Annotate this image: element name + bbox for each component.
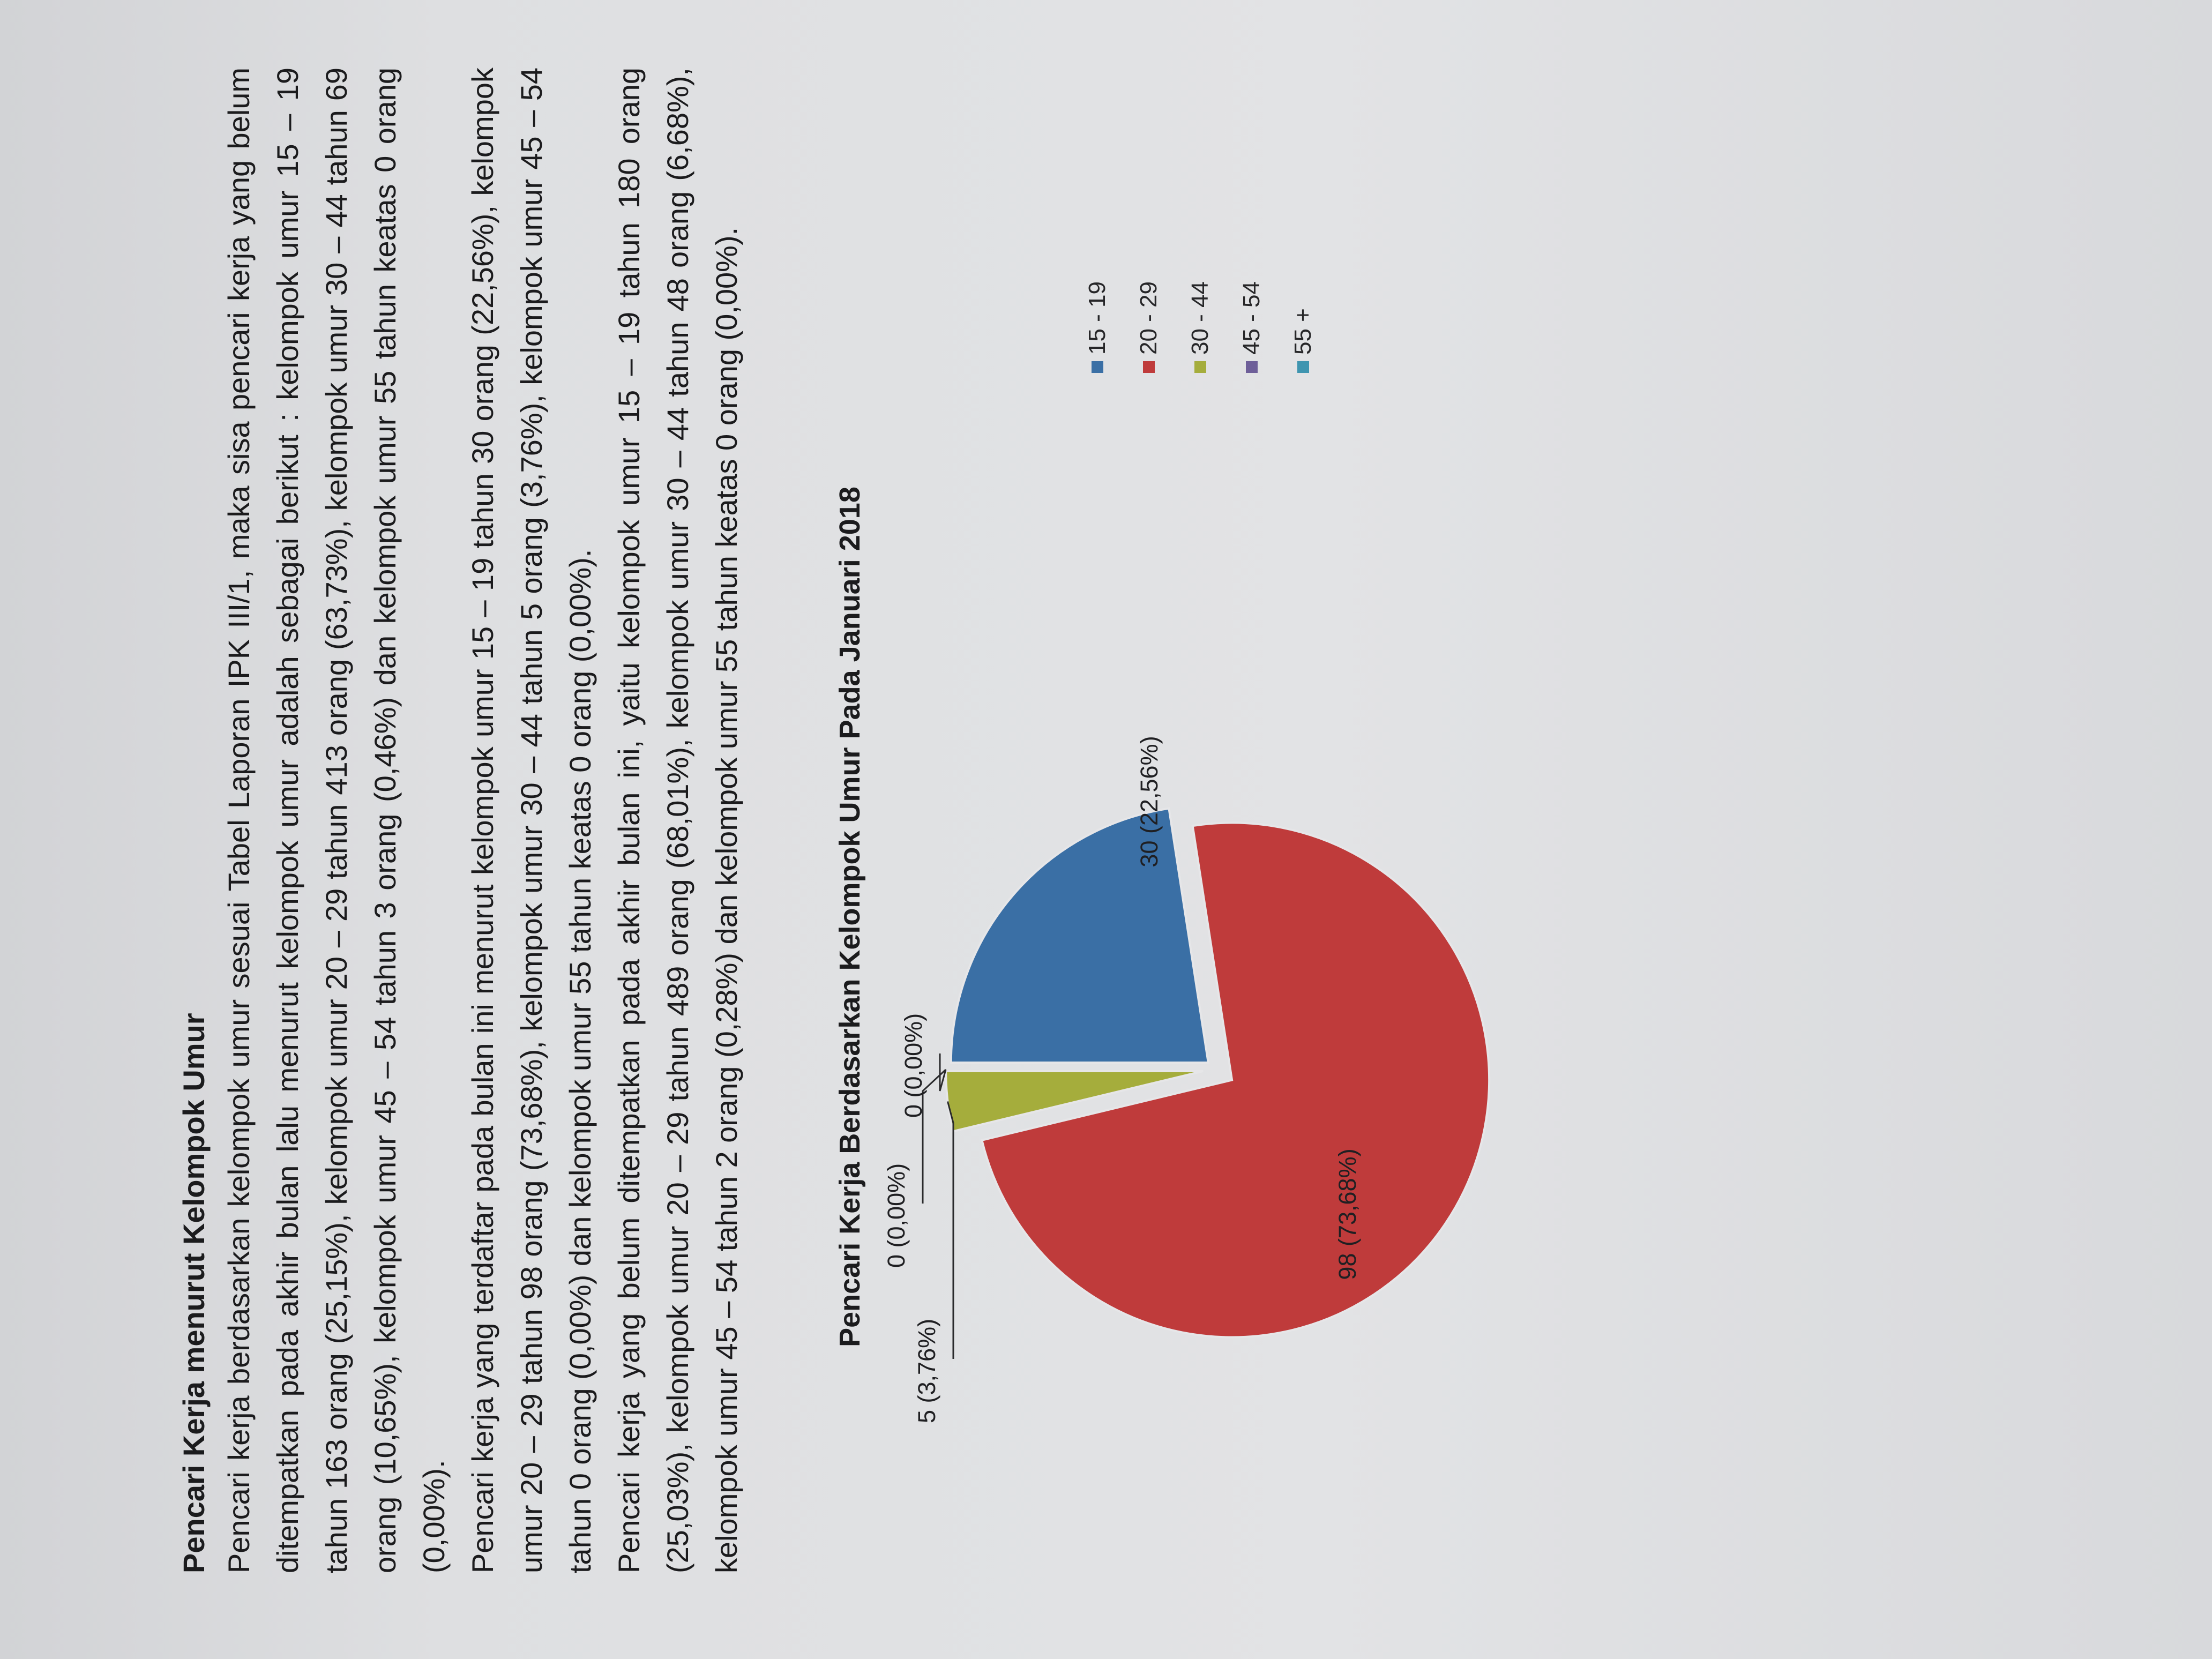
- legend-item-45-54: [1226, 281, 1277, 373]
- legend-swatch-55-plus: [1297, 361, 1309, 373]
- chart-legend: [1072, 281, 1329, 373]
- legend-label-20-29: 20 - 29: [1135, 281, 1162, 355]
- legend-item-30-44: [1175, 281, 1226, 373]
- legend-swatch-30-44: [1194, 361, 1206, 373]
- slice-label-20-29: 98 (73,68%): [1334, 1148, 1361, 1280]
- legend-swatch-20-29: [1143, 361, 1155, 373]
- chart-title: Pencari Kerja Berdasarkan Kelompok Umur Pada Januari 2018: [834, 487, 866, 1347]
- slice-label-30-44: 5 (3,76%): [913, 1318, 940, 1423]
- pie-slice-15-19: [951, 809, 1208, 1063]
- slice-label-55-plus: 0 (0,00%): [900, 1013, 927, 1118]
- slice-label-45-54: 0 (0,00%): [883, 1163, 910, 1268]
- legend-label-15-19: 15 - 19: [1084, 281, 1110, 355]
- legend-swatch-45-54: [1246, 361, 1258, 373]
- legend-item-20-29: [1123, 281, 1175, 373]
- legend-swatch-15-19: [1092, 361, 1103, 373]
- legend-label-45-54: 45 - 54: [1238, 281, 1265, 355]
- slice-label-15-19: 30 (22,56%): [1135, 736, 1163, 868]
- paragraph-not-placed-this-month: Pencari kerja yang belum ditempatkan pada akhir bulan ini, yaitu kelompok umur 15 – 19 tahun 180 orang (25,03%), kelompok umur 20 – 29 tahun 489 orang (68,01%), kelompok umur 30 – 44 tahun 48 orang (6,68%), kelompok umur 45 – 54 tahun 2 orang (0,28%) dan kelompok umur 55 tahun keatas 0 orang (0,00%).: [612, 68, 744, 1573]
- section-heading: Pencari Kerja menurut Kelompok Umur: [177, 1013, 211, 1573]
- pie-slices: [946, 809, 1489, 1337]
- legend-item-55-plus: [1277, 281, 1329, 373]
- legend-label-55-plus: 55 +: [1290, 308, 1316, 355]
- leader-line-30-44: [948, 1102, 953, 1359]
- legend-item-15-19: [1072, 281, 1123, 373]
- legend-label-30-44: 30 - 44: [1187, 281, 1213, 355]
- paragraph-previous-month: Pencari kerja berdasarkan kelompok umur sesuai Tabel Laporan IPK III/1, maka sisa pencari kerja yang belum ditempatkan pada akhir bulan lalu menurut kelompok umur adalah sebagai berikut : kelompok umur 15 – 19 tahun 163 orang (25,15%), kelompok umur 20 – 29 tahun 413 orang (63,73%), kelompok umur 30 – 44 tahun 69 orang (10,65%), kelompok umur 45 – 54 tahun 3 orang (0,46%) dan kelompok umur 55 tahun keatas 0 orang (0,00%).: [222, 68, 451, 1573]
- paragraph-registered-this-month: Pencari kerja yang terdaftar pada bulan ini menurut kelompok umur 15 – 19 tahun 30 orang (22,56%), kelompok umur 20 – 29 tahun 98 orang (73,68%), kelompok umur 30 – 44 tahun 5 orang (3,76%), kelompok umur 45 – 54 tahun 0 orang (0,00%) dan kelompok umur 55 tahun keatas 0 orang (0,00%).: [466, 68, 597, 1573]
